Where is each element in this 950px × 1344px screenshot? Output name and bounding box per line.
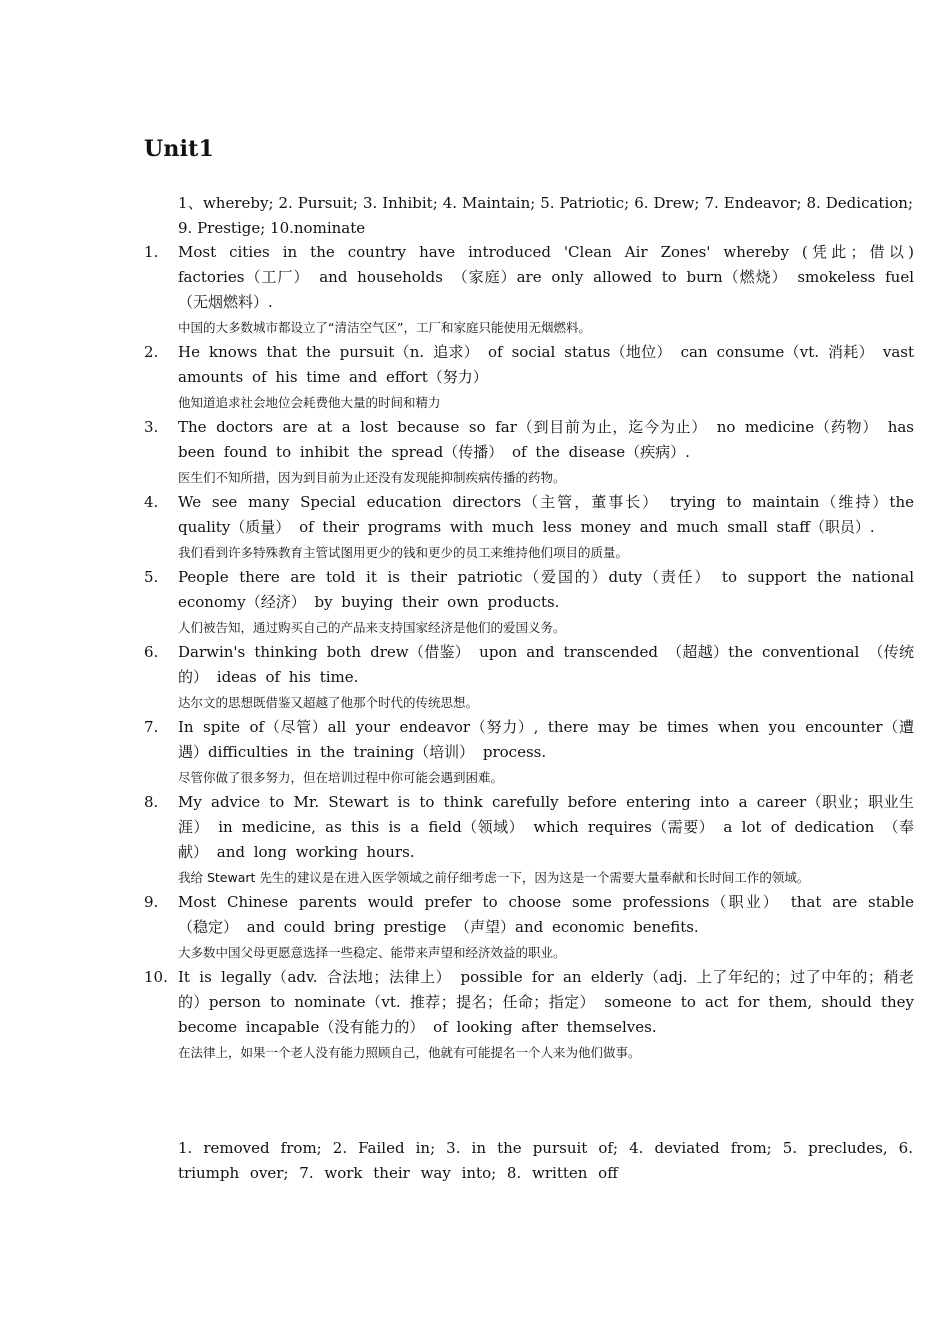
list-item — [144, 965, 914, 1065]
english-sentence: My advice to Mr. Stewart is to think carefully before entering into a career（职业；职业生涯） in medicine, as this is a field（领域） which requires（需要） a lot of dedication （奉献） and long working hours. — [178, 793, 914, 861]
list-item — [144, 490, 914, 565]
english-sentence: We see many Special education directors（主管，董事长） trying to maintain（维持）the quality（质量） of their programs with much less money and much small staff（职员）. — [178, 493, 914, 536]
item-number: 7. — [144, 718, 159, 736]
phrase-answer-key: 1. removed from; 2. Failed in; 3. in the pursuit of; 4. deviated from; 5. precludes, 6. triumph over; 7. work their way into; 8. written off — [178, 1139, 913, 1182]
item-number: 9. — [144, 893, 159, 911]
item-number: 5. — [144, 568, 159, 586]
english-sentence: It is legally（adv. 合法地；法律上） possible for an elderly（adj. 上了年纪的；过了中年的；稍老的）person to nominate（vt. 推荐；提名；任命；指定） someone to act for them, should they become incapable（没有能力的） of looking after themselves. — [178, 968, 914, 1036]
item-number: 2. — [144, 343, 159, 361]
list-item — [144, 340, 914, 415]
chinese-translation: 中国的大多数城市都设立了“清洁空气区”，工厂和家庭只能使用无烟燃料。 — [178, 320, 591, 335]
word-answer-key: 1、whereby; 2. Pursuit; 3. Inhibit; 4. Maintain; 5. Patriotic; 6. Drew; 7. Endeavor; 8. Dedication; 9. Prestige; 10.nominate — [178, 194, 913, 237]
item-number: 3. — [144, 418, 159, 436]
english-sentence: He knows that the pursuit（n. 追求） of social status（地位） can consume（vt. 消耗） vast amounts of his time and effort（努力） — [178, 343, 914, 386]
chinese-translation: 医生们不知所措，因为到目前为止还没有发现能抑制疾病传播的药物。 — [178, 470, 566, 485]
chinese-translation: 他知道追求社会地位会耗费他大量的时间和精力 — [178, 395, 441, 410]
english-sentence: Most cities in the country have introduced 'Clean Air Zones' whereby (凭此；借以) factories（工厂） and households （家庭）are only allowed to burn（燃烧） smokeless fuel（无烟燃料）. — [178, 243, 914, 311]
sentence-list — [144, 240, 914, 1065]
english-sentence: Most Chinese parents would prefer to choose some professions（职业） that are stable （稳定） and could bring prestige （声望）and economic benefits. — [178, 893, 914, 936]
chinese-translation: 人们被告知，通过购买自己的产品来支持国家经济是他们的爱国义务。 — [178, 620, 566, 635]
list-item — [144, 890, 914, 965]
chinese-translation: 在法律上，如果一个老人没有能力照顾自己，他就有可能提名一个人来为他们做事。 — [178, 1045, 641, 1060]
list-item — [144, 715, 914, 790]
chinese-translation: 尽管你做了很多努力，但在培训过程中你可能会遇到困难。 — [178, 770, 504, 785]
english-sentence: In spite of（尽管）all your endeavor（努力）, there may be times when you encounter（遭遇）difficulties in the training（培训） process. — [178, 718, 914, 761]
list-item — [144, 415, 914, 490]
chinese-translation: 大多数中国父母更愿意选择一些稳定、能带来声望和经济效益的职业。 — [178, 945, 566, 960]
english-sentence: Darwin's thinking both drew（借鉴） upon and transcended （超越）the conventional （传统的） ideas of his time. — [178, 643, 914, 686]
chinese-translation: 我给 Stewart 先生的建议是在进入医学领域之前仔细考虑一下，因为这是一个需要大量奉献和长时间工作的领域。 — [178, 870, 810, 885]
chinese-translation: 达尔文的思想既借鉴又超越了他那个时代的传统思想。 — [178, 695, 479, 710]
english-sentence: People there are told it is their patriotic（爱国的）duty（责任） to support the national economy（经济） by buying their own products. — [178, 568, 914, 611]
item-number: 4. — [144, 493, 159, 511]
list-item — [144, 640, 914, 715]
page-title: Unit1 — [144, 136, 215, 162]
item-number: 1. — [144, 243, 159, 261]
item-number: 10. — [144, 968, 168, 986]
english-sentence: The doctors are at a lost because so far（到目前为止，迄今为止） no medicine（药物） has been found to inhibit the spread（传播） of the disease（疾病）. — [178, 418, 914, 461]
chinese-translation: 我们看到许多特殊教育主管试图用更少的钱和更少的员工来维持他们项目的质量。 — [178, 545, 629, 560]
list-item — [144, 790, 914, 890]
list-item — [144, 565, 914, 640]
item-number: 6. — [144, 643, 159, 661]
list-item — [144, 240, 914, 340]
item-number: 8. — [144, 793, 159, 811]
